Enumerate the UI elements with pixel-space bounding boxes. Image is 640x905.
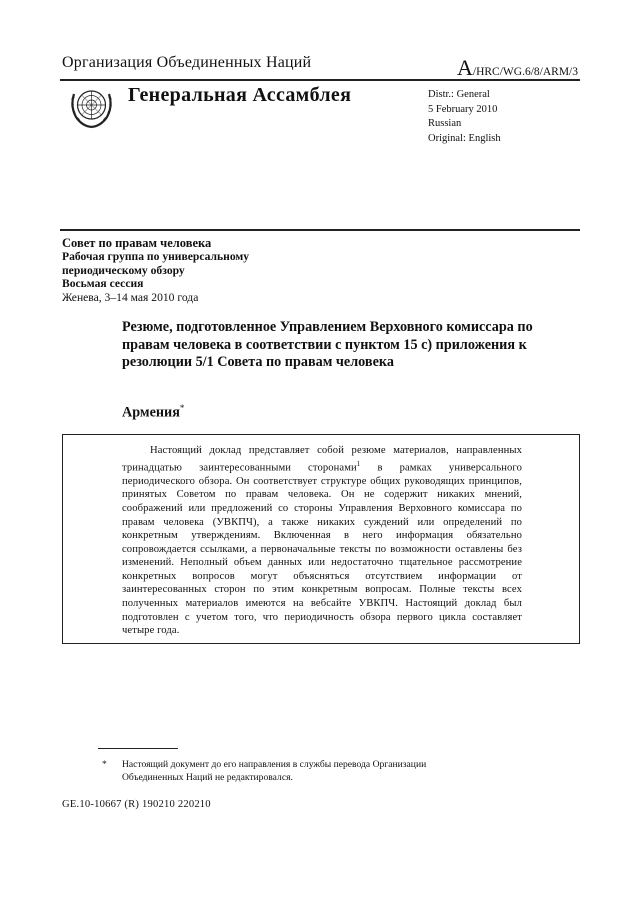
section-rule — [60, 229, 580, 231]
footnote — [104, 758, 484, 785]
distribution-block — [428, 88, 501, 146]
distr-line: Distr.: General — [428, 89, 490, 100]
summary-note-ref: 1 — [356, 459, 361, 468]
header-rule — [60, 79, 580, 81]
un-emblem-icon — [64, 82, 119, 132]
footnote-text: Настоящий документ до его направления в службы перевода Организации Объединенных Наций не редактировался. — [122, 759, 427, 784]
document-title: Резюме, подготовленное Управлением Верховного комиссара по правам человека в соответствии с пунктом 15 с) приложения к резолюции 5/1 Совета по правам человека — [122, 319, 533, 370]
council-block — [62, 237, 249, 304]
distr-original: Original: English — [428, 132, 501, 144]
country-heading — [122, 403, 184, 422]
job-number: GE.10-10667 (R) 190210 220210 — [62, 799, 211, 810]
summary-part1: Настоящий доклад представляет собой резюме материалов, направленных тринадцатью заинтересованными сторонами — [122, 445, 522, 474]
country-footnote-mark: * — [179, 403, 185, 413]
symbol-letter: A — [457, 55, 473, 80]
distr-date: 5 February 2010 — [428, 103, 498, 115]
summary-part2: в рамках универсального периодического обзора. Он соответствует структуре общих руководящих принципов, принятых Советом по правам человека. Он не содержит никаких мнений, соображений или предложений со стороны Управления Верховного комиссара по правам человека (УВКПЧ), а также никаких суждений или определений по конкретным утверждениям. Включенная в него информация обязательно сопровождается ссылками, а первоначальные тексты по возможности оставлены без изменений. Неполный объем данных или недостаточно тщательное рассмотрение конкретных вопросов могут объясняться отсутствием информации от заинтересованных сторон по этим конкретным вопросам. Полные тексты всех полученных материалов имеются на вебсайте УВКПЧ. Настоящий доклад был подготовлен с учетом того, что периодичность обзора первого цикла составляет четыре года. — [122, 462, 522, 637]
working-group-line1: Рабочая группа по универсальному — [62, 250, 250, 264]
session: Восьмая сессия — [62, 277, 144, 291]
footnote-mark: * — [102, 759, 107, 770]
footnote-rule — [98, 748, 178, 749]
organization-name: Организация Объединенных Наций — [62, 54, 312, 71]
summary-text — [122, 444, 522, 638]
document-symbol — [457, 55, 578, 81]
country-name: Армения — [122, 404, 180, 421]
place-date: Женева, 3–14 мая 2010 года — [62, 290, 199, 304]
council-name: Совет по правам человека — [62, 236, 212, 250]
distr-language: Russian — [428, 118, 462, 130]
working-group-line2: периодическому обзору — [62, 263, 185, 277]
symbol-code: /HRC/WG.6/8/ARM/3 — [472, 66, 578, 78]
assembly-title: Генеральная Ассамблея — [128, 84, 352, 106]
